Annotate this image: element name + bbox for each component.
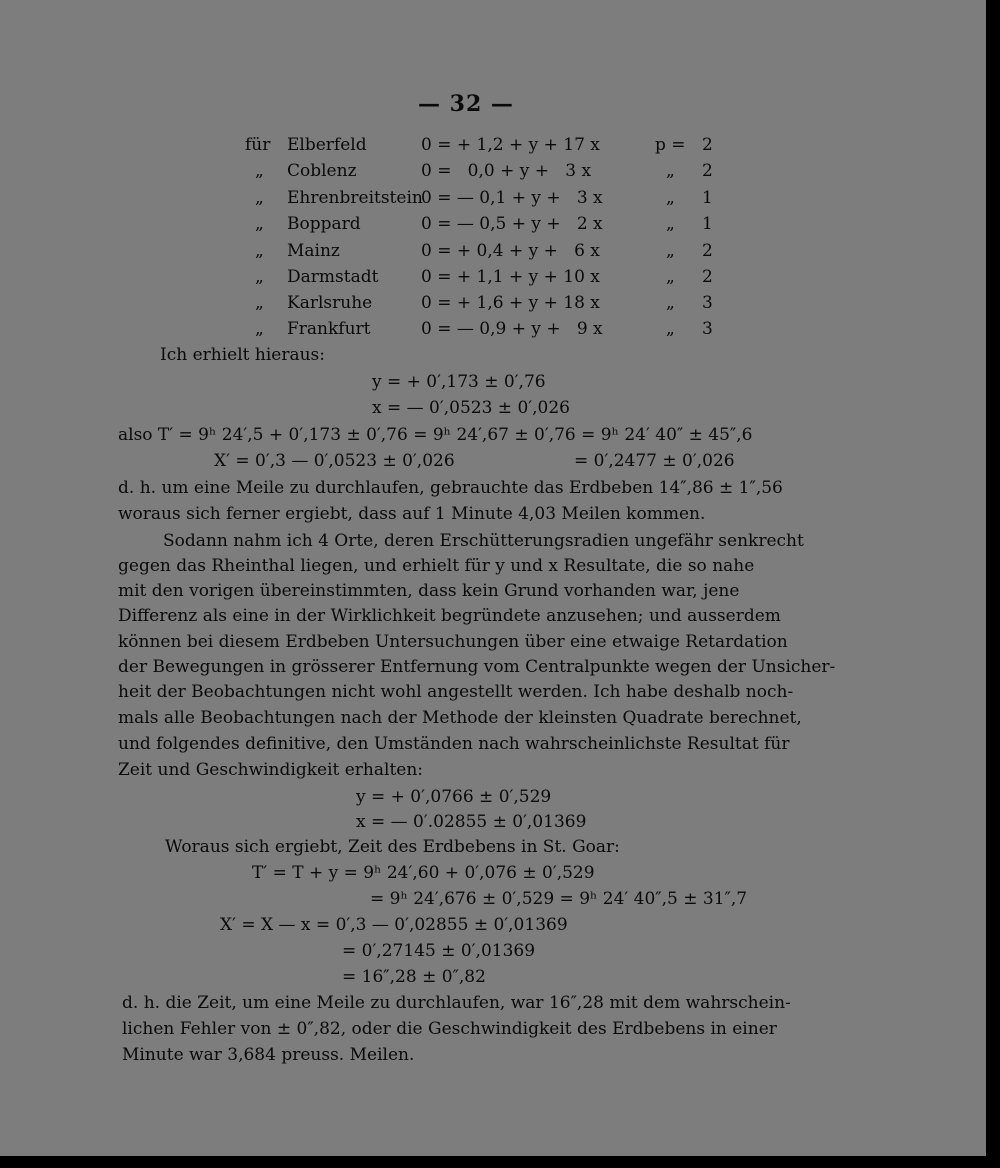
row-p-value: 3 <box>702 293 713 313</box>
page-number: — 32 — <box>418 91 514 117</box>
row-place: Karlsruhe <box>287 293 373 313</box>
row-place: Ehrenbreitstein <box>287 188 423 208</box>
row-p-value: 1 <box>702 214 713 234</box>
row-equation: 0 = + 1,2 + y + 17 x <box>421 135 600 155</box>
row-equation: 0 = — 0,9 + y + 9 x <box>421 319 603 339</box>
text-line: gegen das Rheinthal liegen, und erhielt für y und x Resultate, die so nahe <box>118 556 755 576</box>
text-line: Sodann nahm ich 4 Orte, deren Erschütterungsradien ungefähr senkrecht <box>163 531 804 551</box>
row-p-value: 2 <box>702 241 713 261</box>
text-line: heit der Beobachtungen nicht wohl angestellt werden. Ich habe deshalb noch- <box>118 682 794 702</box>
row-equation: 0 = + 1,6 + y + 18 x <box>421 293 600 313</box>
row-equation: 0 = — 0,5 + y + 2 x <box>421 214 603 234</box>
equation-line: = 0′,27145 ± 0′,01369 <box>342 941 536 961</box>
row-p-label: „ <box>666 161 675 181</box>
text-line: d. h. die Zeit, um eine Meile zu durchlaufen, war 16″,28 mit dem wahrschein- <box>122 993 791 1013</box>
row-place: Frankfurt <box>287 319 371 339</box>
row-prefix: „ <box>255 188 264 208</box>
row-p-value: 2 <box>702 161 713 181</box>
row-p-value: 1 <box>702 188 713 208</box>
text-line: Differenz als eine in der Wirklichkeit begründete anzusehen; und ausserdem <box>118 606 781 626</box>
row-p-label: „ <box>666 293 675 313</box>
row-p-label: „ <box>666 319 675 339</box>
equation-line: = 9ʰ 24′,676 ± 0′,529 = 9ʰ 24′ 40″,5 ± 31″,7 <box>370 889 748 909</box>
row-prefix: „ <box>255 241 264 261</box>
text-line: Minute war 3,684 preuss. Meilen. <box>122 1045 415 1065</box>
row-p-label: „ <box>666 214 675 234</box>
text-line: mals alle Beobachtungen nach der Methode der kleinsten Quadrate berechnet, <box>118 708 802 728</box>
row-place: Coblenz <box>287 161 357 181</box>
text-line: mit den vorigen übereinstimmten, dass kein Grund vorhanden war, jene <box>118 581 740 601</box>
equation-line: T′ = T + y = 9ʰ 24′,60 + 0′,076 ± 0′,529 <box>252 863 595 883</box>
row-prefix: „ <box>255 267 264 287</box>
text-line: woraus sich ferner ergiebt, dass auf 1 Minute 4,03 Meilen kommen. <box>118 504 706 524</box>
text-line: und folgendes definitive, den Umständen nach wahrscheinlichste Resultat für <box>118 734 790 754</box>
row-place: Darmstadt <box>287 267 379 287</box>
row-equation: 0 = 0,0 + y + 3 x <box>421 161 592 181</box>
row-p-label: „ <box>666 241 675 261</box>
text-line: Woraus sich ergiebt, Zeit des Erdbebens in St. Goar: <box>165 837 620 857</box>
row-prefix: „ <box>255 161 264 181</box>
equation-line: = 16″,28 ± 0″,82 <box>342 967 486 987</box>
equation-line: X′ = 0′,3 — 0′,0523 ± 0′,026 <box>214 451 455 471</box>
row-place: Mainz <box>287 241 340 261</box>
row-p-label: „ <box>666 188 675 208</box>
row-p-value: 3 <box>702 319 713 339</box>
row-p-value: 2 <box>702 135 713 155</box>
text-line: der Bewegungen in grösserer Entfernung vom Centralpunkte wegen der Unsicher- <box>118 657 836 677</box>
text-line: Zeit und Geschwindigkeit erhalten: <box>118 760 424 780</box>
row-p-label: „ <box>666 267 675 287</box>
row-equation: 0 = + 1,1 + y + 10 x <box>421 267 600 287</box>
row-equation: 0 = + 0,4 + y + 6 x <box>421 241 600 261</box>
equation-line: x = — 0′.02855 ± 0′,01369 <box>356 812 587 832</box>
row-p-value: 2 <box>702 267 713 287</box>
row-prefix: „ <box>255 319 264 339</box>
equation-line: also T′ = 9ʰ 24′,5 + 0′,173 ± 0′,76 = 9ʰ 24′,67 ± 0′,76 = 9ʰ 24′ 40″ ± 45″,6 <box>118 425 753 445</box>
row-p-label: p = <box>655 135 686 155</box>
equation-line: y = + 0′,0766 ± 0′,529 <box>356 787 552 807</box>
text-line: lichen Fehler von ± 0″,82, oder die Geschwindigkeit des Erdbebens in einer <box>122 1019 777 1039</box>
row-prefix: „ <box>255 214 264 234</box>
text-line: Ich erhielt hieraus: <box>160 345 326 365</box>
row-place: Boppard <box>287 214 361 234</box>
equation-line: y = + 0′,173 ± 0′,76 <box>372 372 546 392</box>
equation-line: X′ = X — x = 0′,3 — 0′,02855 ± 0′,01369 <box>220 915 568 935</box>
equation-line: = 0′,2477 ± 0′,026 <box>574 451 735 471</box>
text-line: können bei diesem Erdbeben Untersuchungen über eine etwaige Retardation <box>118 632 788 652</box>
row-prefix: „ <box>255 293 264 313</box>
row-equation: 0 = — 0,1 + y + 3 x <box>421 188 603 208</box>
row-prefix: für <box>245 135 271 155</box>
row-place: Elberfeld <box>287 135 367 155</box>
equation-line: x = — 0′,0523 ± 0′,026 <box>372 398 570 418</box>
text-line: d. h. um eine Meile zu durchlaufen, gebrauchte das Erdbeben 14″,86 ± 1″,56 <box>118 478 783 498</box>
